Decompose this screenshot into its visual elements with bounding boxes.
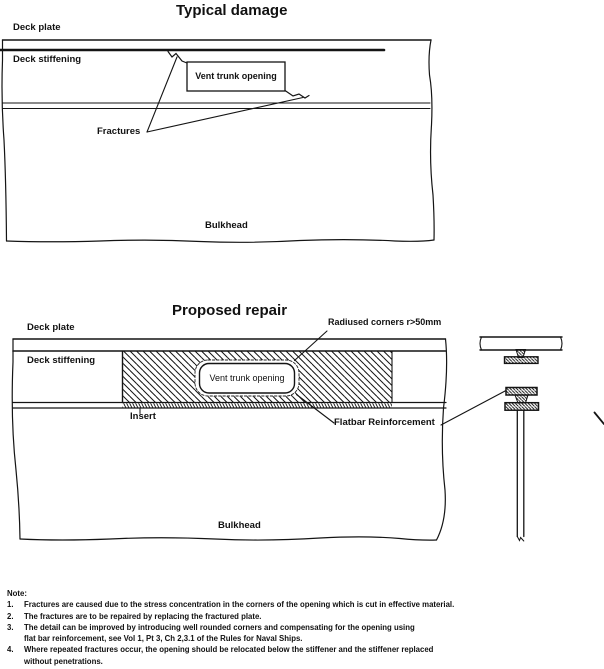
right-break-edge <box>437 339 447 540</box>
deck-plate-label: Deck plate <box>13 22 61 33</box>
detail1-plate-left-cap <box>480 337 482 350</box>
section-details <box>480 337 604 541</box>
note-number: 1. <box>7 600 14 610</box>
note-item <box>7 644 597 667</box>
vent-trunk-opening-label: Vent trunk opening <box>195 71 277 81</box>
proposed-repair-title: Proposed repair <box>172 302 288 319</box>
detail2-weld-stem <box>515 395 528 403</box>
note-text <box>24 644 597 667</box>
typical-damage-title: Typical damage <box>176 2 288 19</box>
flatbar-reinforcement-label: Flatbar Reinforcement <box>334 417 435 428</box>
detail1-flatbar <box>505 357 539 364</box>
deck-stiffening-label: Deck stiffening <box>27 355 96 366</box>
note-number: 2. <box>7 611 14 621</box>
note-number: 3. <box>7 622 14 632</box>
fracture-crack-bottom-right <box>285 91 309 99</box>
fracture-crack-top-left <box>168 52 187 64</box>
flatbar-strip-hatch <box>123 403 393 407</box>
detail2-flange <box>505 403 539 411</box>
bulkhead-wavy-line <box>7 240 435 243</box>
left-break-edge <box>12 339 20 539</box>
note-number: 4. <box>7 645 14 655</box>
bulkhead-wavy-line <box>20 537 437 540</box>
radiused-corners-label: Radiused corners r>50mm <box>328 317 442 327</box>
insert-label: Insert <box>130 411 156 422</box>
note-item <box>7 611 597 622</box>
notes-title: Note: <box>7 589 27 598</box>
note-line: Where repeated fractures occur, the opening should be relocated below the stiffener and the stiffener replaced <box>24 645 434 655</box>
detail2-flatbar-top <box>506 388 537 396</box>
note-text <box>24 622 597 645</box>
bulkhead-label: Bulkhead <box>205 220 248 231</box>
deck-stiffening-label: Deck stiffening <box>13 54 82 65</box>
vent-trunk-opening-label: Vent trunk opening <box>209 373 285 383</box>
deck-plate-label: Deck plate <box>27 322 75 333</box>
notes-block <box>7 588 597 667</box>
note-line: without penetrations. <box>24 656 103 666</box>
fractures-label: Fractures <box>97 126 141 137</box>
detail2-web-break <box>517 537 524 542</box>
left-break-edge <box>2 40 7 241</box>
note-line: The detail can be improved by introducing well rounded corners and compensating for the opening using <box>24 622 415 632</box>
note-text: Fractures are caused due to the stress concentration in the corners of the opening which is cut in effective material. <box>24 600 455 610</box>
bulkhead-label: Bulkhead <box>218 520 261 531</box>
right-break-edge <box>429 40 434 240</box>
fractures-leader-1 <box>147 57 177 132</box>
edge-leader-stub <box>595 413 604 425</box>
flatbar-leader-right <box>441 391 506 426</box>
note-text: The fractures are to be repaired by replacing the fractured plate. <box>24 611 262 621</box>
note-item <box>7 622 597 645</box>
note-item <box>7 599 597 610</box>
detail1-plate-right-cap <box>561 337 563 350</box>
note-line: flat bar reinforcement, see Vol 1, Pt 3, Ch 2,3.1 of the Rules for Naval Ships. <box>24 634 303 644</box>
